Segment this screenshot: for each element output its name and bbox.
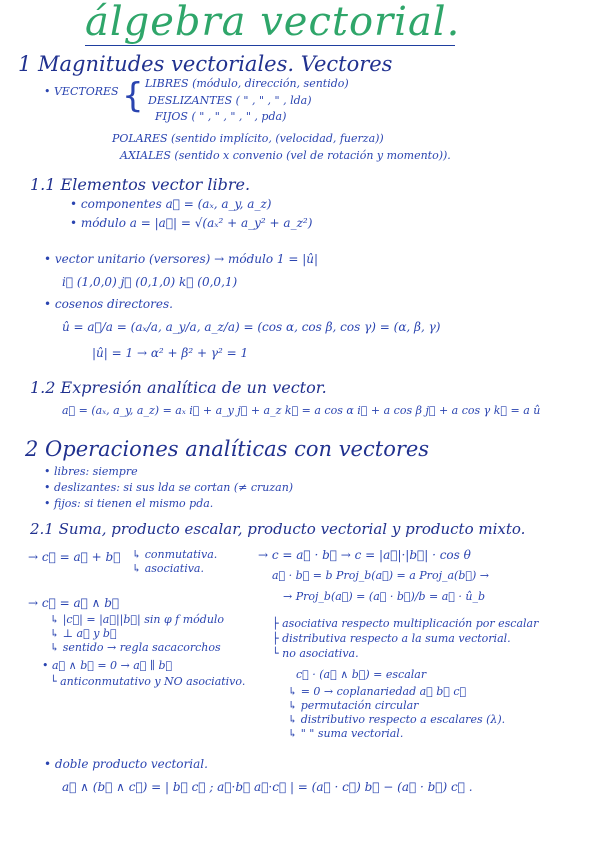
vectores-label: • VECTORES bbox=[44, 85, 119, 98]
cosenos-identity: |û| = 1 → α² + β² + γ² = 1 bbox=[92, 346, 249, 360]
perpendicular-line: ↳ ⊥ a⃗ y b⃗ bbox=[50, 627, 117, 640]
anticonmutativo-line: └ anticonmutativo y NO asociativo. bbox=[50, 675, 246, 688]
fijos-line: FIJOS ( " , " , " , " , pda) bbox=[155, 110, 287, 123]
no-asociativa-line: └ no asociativa. bbox=[272, 647, 359, 660]
permutacion-line: ↳ permutación circular bbox=[288, 699, 419, 712]
distributivo-suma-line: ↳ " " suma vectorial. bbox=[288, 727, 404, 740]
sentido-line: ↳ sentido → regla sacacorchos bbox=[50, 641, 221, 654]
coplanar-line: ↳ = 0 → coplanariedad a⃗ b⃗ c⃗ bbox=[288, 685, 467, 698]
proj-formula-line: → Proj_b(a⃗) = (a⃗ · b⃗)/b = a⃗ · û_b bbox=[283, 590, 486, 603]
versores-line: i⃗ (1,0,0) j⃗ (0,1,0) k⃗ (0,0,1) bbox=[62, 275, 238, 289]
conmutativa-line: ↳ conmutativa. bbox=[132, 548, 218, 561]
subsection-2-1-heading: 2.1 Suma, producto escalar, producto vectorial y producto mixto. bbox=[30, 520, 526, 538]
polares-line: POLARES (sentido implícito, (velocidad, fuerza)) bbox=[112, 132, 384, 145]
mixto-line: c⃗ · (a⃗ ∧ b⃗) = escalar bbox=[296, 668, 427, 681]
axiales-line: AXIALES (sentido x convenio (vel de rotación y momento)). bbox=[120, 149, 451, 162]
componentes-line: • componentes a⃗ = (aₓ, a_y, a_z) bbox=[70, 197, 272, 211]
proyeccion-line: a⃗ · b⃗ = b Proj_b(a⃗) = a Proj_a(b⃗) → bbox=[272, 569, 489, 582]
section-2-heading: 2 Operaciones analíticas con vectores bbox=[25, 437, 430, 461]
modulo-line: • módulo a = |a⃗| = √(aₓ² + a_y² + a_z²) bbox=[70, 216, 313, 230]
libres-line: LIBRES (módulo, dirección, sentido) bbox=[145, 77, 349, 90]
expresion-formula: a⃗ = (aₓ, a_y, a_z) = aₓ i⃗ + a_y j⃗ + a_z k⃗ = a cos α i⃗ + a cos β j⃗ + a cos γ k⃗ = a û bbox=[62, 404, 541, 417]
title-underline bbox=[85, 45, 455, 46]
subsection-1-2-heading: 1.2 Expresión analítica de un vector. bbox=[30, 378, 327, 397]
brace-icon: { bbox=[122, 76, 144, 116]
paralelo-line: • a⃗ ∧ b⃗ = 0 → a⃗ ∥ b⃗ bbox=[42, 659, 173, 672]
cosenos-formula: û = a⃗/a = (aₓ/a, a_y/a, a_z/a) = (cos α, cos β, cos γ) = (α, β, γ) bbox=[62, 320, 441, 334]
fijos-op-line: • fijos: si tienen el mismo pda. bbox=[44, 497, 214, 510]
unitario-line: • vector unitario (versores) → módulo 1 = |û| bbox=[44, 252, 319, 266]
asociativa-line: ↳ asociativa. bbox=[132, 562, 204, 575]
vectorial-line: → c⃗ = a⃗ ∧ b⃗ bbox=[28, 596, 120, 610]
libres-op-line: • libres: siempre bbox=[44, 465, 138, 478]
doble-producto-formula: a⃗ ∧ (b⃗ ∧ c⃗) = | b⃗ c⃗ ; a⃗·b⃗ a⃗·c⃗ | = (a⃗ · c⃗) b⃗ − (a⃗ · b⃗) c⃗ . bbox=[62, 780, 473, 794]
distributivo-escalares-line: ↳ distributivo respecto a escalares (λ). bbox=[288, 713, 506, 726]
deslizantes-op-line: • deslizantes: si sus lda se cortan (≠ cruzan) bbox=[44, 481, 294, 494]
doble-producto-label: • doble producto vectorial. bbox=[44, 757, 208, 771]
cosenos-line: • cosenos directores. bbox=[44, 297, 173, 311]
distributiva-line: ├ distributiva respecto a la suma vectorial. bbox=[272, 632, 511, 645]
subsection-1-1-heading: 1.1 Elementos vector libre. bbox=[30, 175, 251, 194]
suma-line: → c⃗ = a⃗ + b⃗ bbox=[28, 550, 121, 564]
page-title: álgebra vectorial. bbox=[85, 0, 461, 45]
section-1-heading: 1 Magnitudes vectoriales. Vectores bbox=[18, 52, 393, 76]
modulo-vec-line: ↳ |c⃗| = |a⃗||b⃗| sin φ f módulo bbox=[50, 613, 225, 626]
asociativa-escalar-line: ├ asociativa respecto multiplicación por escalar bbox=[272, 617, 539, 630]
escalar-line: → c = a⃗ · b⃗ → c = |a⃗|·|b⃗| · cos θ bbox=[258, 548, 471, 562]
deslizantes-line: DESLIZANTES ( " , " , " , lda) bbox=[148, 94, 312, 107]
